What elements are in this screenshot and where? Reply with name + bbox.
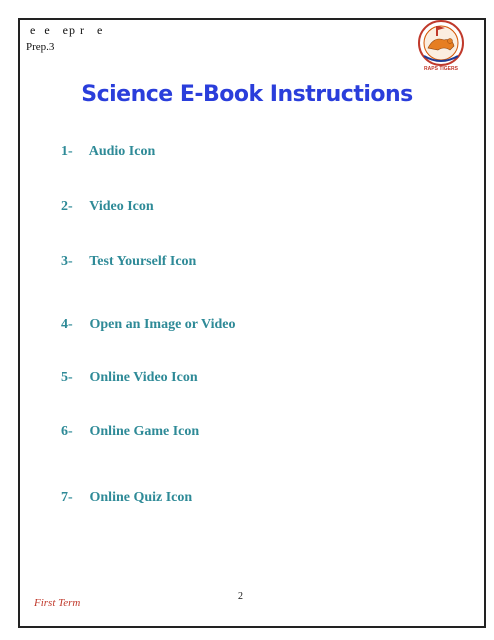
list-item-label: Video Icon: [89, 199, 154, 214]
list-item-number: 5-: [61, 370, 73, 385]
list-item-label: Online Game Icon: [89, 424, 200, 439]
list-item-label: Open an Image or Video: [89, 317, 236, 332]
list-item: [61, 370, 198, 386]
list-item: [61, 490, 192, 506]
header-text: e e ep r e: [30, 23, 104, 37]
grade-label: Prep.3: [26, 41, 55, 53]
list-item-label: Audio Icon: [88, 144, 156, 159]
list-item-number: 7-: [61, 490, 73, 505]
footer-term: First Term: [34, 597, 81, 609]
list-item: [61, 254, 196, 270]
list-item-label: Test Yourself Icon: [89, 254, 197, 269]
list-item: [61, 199, 154, 215]
list-item-number: 2-: [61, 199, 73, 214]
list-item-label: Online Video Icon: [89, 370, 198, 385]
list-item-number: 1-: [61, 144, 73, 159]
page-number: 2: [238, 591, 243, 602]
list-item-number: 4-: [61, 317, 73, 332]
list-item: [61, 144, 155, 160]
list-item-number: 3-: [61, 254, 73, 269]
logo-caption-text: RAPS TIGERS: [424, 66, 458, 72]
list-item: [61, 424, 199, 440]
list-item-number: 6-: [61, 424, 73, 439]
list-item-label: Online Quiz Icon: [89, 490, 193, 505]
page-title: Science E-Book Instructions: [81, 82, 413, 107]
list-item: [61, 317, 235, 333]
